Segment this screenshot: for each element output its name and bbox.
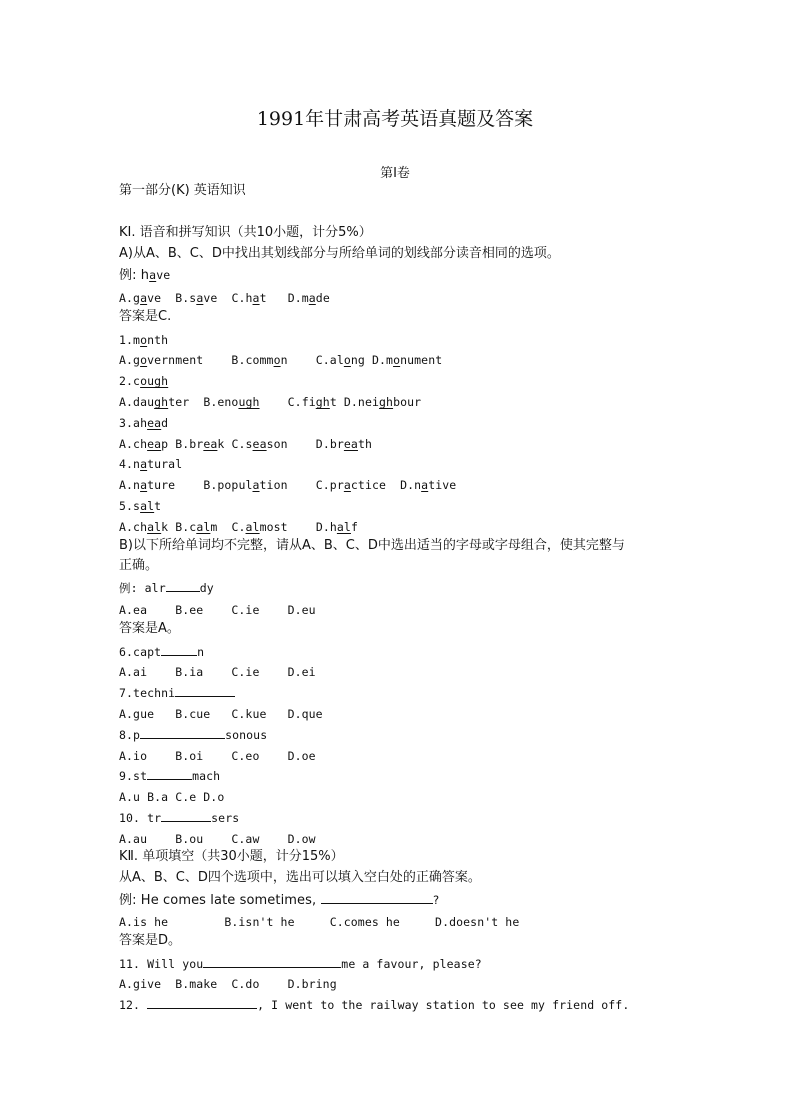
question-4-options: A.nature B.population C.practice D.native (119, 478, 457, 492)
volume-heading: 第Ⅰ卷 (380, 166, 410, 181)
example-word: 例: have (119, 268, 171, 283)
question-1: 1.month (119, 333, 169, 347)
example-2-options: A.ea B.ee C.ie D.eu (119, 603, 316, 617)
question-7: 7.techni (119, 685, 235, 701)
example-3: 例: He comes late sometimes, ? (119, 893, 440, 908)
question-11-options: A.give B.make C.do D.bring (119, 977, 337, 991)
example-options: A.gave B.save C.hat D.made (119, 291, 330, 305)
question-5: 5.salt (119, 499, 162, 513)
example-answer: 答案是C. (119, 309, 172, 324)
part-heading: 第一部分(K) 英语知识 (119, 183, 246, 198)
question-2: 2.cough (119, 374, 169, 388)
question-9: 9.st mach (119, 769, 221, 783)
answer-blank (147, 769, 192, 780)
section2-heading: KⅡ. 单项填空（共30小题，计分15%） (119, 849, 344, 864)
answer-blank (203, 957, 341, 968)
example-2-answer: 答案是A。 (119, 621, 180, 636)
question-8: 8.p sonous (119, 728, 268, 742)
question-12: 12. , I went to the railway station to see my friend off. (119, 998, 630, 1012)
question-9-options: A.u B.a C.e D.o (119, 790, 225, 804)
section1b-instruction-line1: B)以下所给单词均不完整，请从A、B、C、D中选出适当的字母或字母组合，使其完整与 (119, 538, 625, 553)
question-1-options: A.government B.common C.along D.monument (119, 353, 443, 367)
question-6-options: A.ai B.ia C.ie D.ei (119, 665, 316, 679)
section2-instruction: 从A、B、C、D四个选项中，选出可以填入空白处的正确答案。 (119, 870, 481, 885)
answer-blank (166, 581, 200, 592)
answer-blank (140, 728, 225, 739)
section1b-instruction-line2: 正确。 (119, 558, 159, 573)
answer-blank (161, 811, 211, 822)
answer-blank (147, 998, 257, 1009)
page-title: 1991年甘肃高考英语真题及答案 (256, 108, 534, 130)
question-3: 3.ahead (119, 416, 169, 430)
answer-blank (161, 645, 197, 656)
example-3-options: A.is he B.isn't he C.comes he D.doesn't he (119, 915, 520, 929)
section1-heading: KⅠ. 语音和拼写知识（共10小题，计分5%） (119, 225, 372, 240)
question-11: 11. Will you me a favour, please? (119, 957, 482, 971)
question-5-options: A.chalk B.calm C.almost D.half (119, 520, 358, 534)
example-3-answer: 答案是D。 (119, 933, 182, 948)
question-4: 4.natural (119, 457, 183, 471)
example-2: 例: alr dy (119, 581, 214, 595)
question-10: 10. tr sers (119, 811, 240, 825)
question-8-options: A.io B.oi C.eo D.oe (119, 749, 316, 763)
section1a-instruction: A)从A、B、C、D中找出其划线部分与所给单词的划线部分读音相同的选项。 (119, 246, 560, 261)
question-7-options: A.gue B.cue C.kue D.que (119, 707, 323, 721)
answer-blank (175, 686, 235, 697)
question-2-options: A.daughter B.enough C.fight D.neighbour (119, 395, 422, 409)
question-10-options: A.au B.ou C.aw D.ow (119, 832, 316, 846)
question-6: 6.capt n (119, 645, 205, 659)
answer-blank (321, 893, 433, 904)
question-3-options: A.cheap B.break C.season D.breath (119, 437, 373, 451)
